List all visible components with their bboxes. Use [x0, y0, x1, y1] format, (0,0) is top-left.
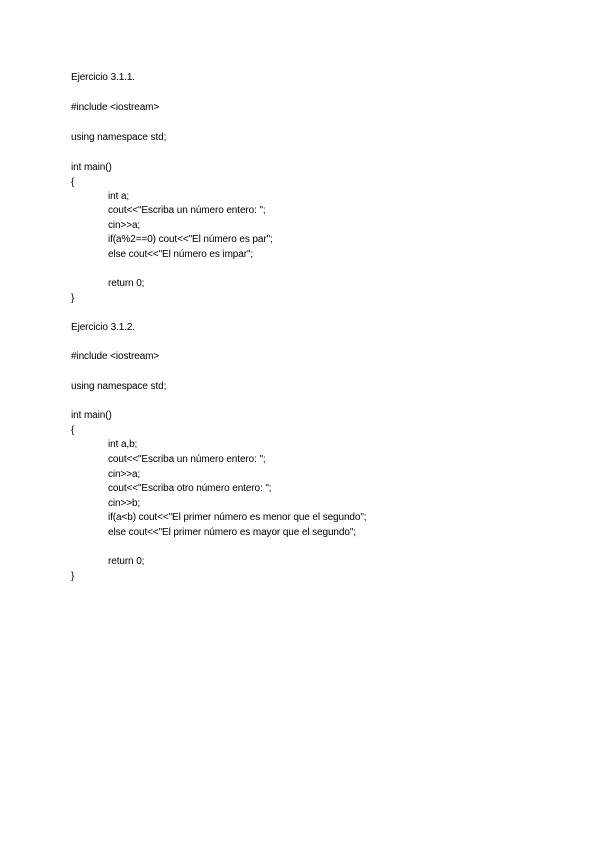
exercise-2-close-brace: }	[71, 571, 75, 582]
exercise-1-code-line: cout<<"Escriba un número entero: ";	[108, 205, 266, 216]
exercise-1-namespace: using namespace std;	[71, 132, 167, 143]
exercise-1-code-line: else cout<<"El número es impar";	[108, 249, 254, 260]
exercise-1-close-brace: }	[71, 293, 75, 304]
exercise-2-code-line: cout<<"Escriba un número entero: ";	[108, 454, 266, 465]
exercise-2-code-line: cout<<"Escriba otro número entero: ";	[108, 483, 272, 494]
exercise-2-open-brace: {	[71, 425, 75, 436]
exercise-2-code-line: cin>>b;	[108, 498, 141, 509]
exercise-1-main-signature: int main()	[71, 162, 112, 173]
exercise-1-return: return 0;	[108, 278, 145, 289]
exercise-2-code-line: int a,b;	[108, 439, 138, 450]
exercise-2-heading: Ejercicio 3.1.2.	[71, 322, 135, 333]
exercise-1-code-line: if(a%2==0) cout<<"El número es par";	[108, 234, 273, 245]
exercise-1-code-line: cin>>a;	[108, 220, 141, 231]
exercise-2-main-signature: int main()	[71, 410, 112, 421]
exercise-2-namespace: using namespace std;	[71, 381, 167, 392]
exercise-1-code-line: int a;	[108, 191, 130, 202]
exercise-2-include: #include <iostream>	[71, 351, 160, 362]
exercise-1-heading: Ejercicio 3.1.1.	[71, 72, 135, 83]
exercise-1-open-brace: {	[71, 177, 75, 188]
exercise-2-code-line: if(a<b) cout<<"El primer número es menor que el segundo";	[108, 512, 367, 523]
exercise-2-code-line: else cout<<"El primer número es mayor que el segundo";	[108, 527, 356, 538]
exercise-2-return: return 0;	[108, 556, 145, 567]
exercise-2-code-line: cin>>a;	[108, 469, 141, 480]
exercise-1-include: #include <iostream>	[71, 102, 160, 113]
